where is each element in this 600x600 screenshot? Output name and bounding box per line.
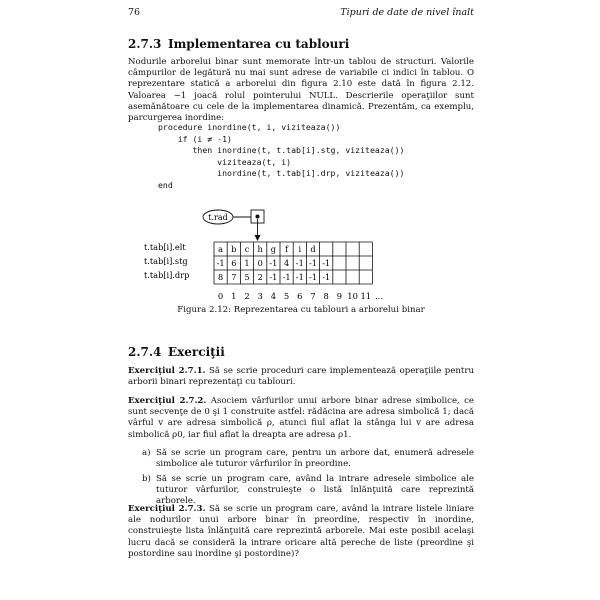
cell-drp: -1 xyxy=(269,272,278,282)
array-grid xyxy=(214,242,372,284)
cell-elt: h xyxy=(257,244,263,254)
cell-drp: 5 xyxy=(244,272,250,282)
exercise-2-7-2 xyxy=(128,396,474,441)
exercise-label: Exerciţiul 2.7.3. xyxy=(128,504,206,514)
root-pointer-label: t.rad xyxy=(208,213,228,222)
item-label: b) xyxy=(142,474,151,484)
exercise-text: Să se scrie proceduri care implementează operaţiile pentru arborii binari reprezentaţi cu tablouri. xyxy=(128,366,474,388)
pointer-arrowhead xyxy=(255,235,261,241)
index-label: 11 xyxy=(360,291,372,301)
item-label: a) xyxy=(142,448,151,458)
cell-elt: d xyxy=(310,244,316,254)
row-label-elt: t.tab[i].elt xyxy=(144,242,186,252)
code-line: end xyxy=(158,179,173,190)
cell-drp: -1 xyxy=(322,272,331,282)
index-label: 7 xyxy=(310,291,316,301)
index-label: 2 xyxy=(244,291,250,301)
index-label: 5 xyxy=(283,291,290,301)
cell-drp: -1 xyxy=(309,272,317,282)
cell-stg: -1 xyxy=(216,258,225,268)
cell-elt: f xyxy=(285,244,289,254)
cell-elt: i xyxy=(298,244,302,254)
page-number: 76 xyxy=(128,7,141,18)
section-title: Implementarea cu tablouri xyxy=(168,37,350,51)
index-label: 8 xyxy=(323,291,329,301)
cell-stg: 6 xyxy=(231,258,237,268)
array-cells xyxy=(217,244,331,282)
exercise-item-a xyxy=(142,448,474,470)
cell-stg: 1 xyxy=(244,258,250,268)
section-title: Exerciţii xyxy=(168,345,225,359)
code-line: viziteaza(t, i) xyxy=(158,156,292,167)
item-text: Să se scrie un program care, pentru un arbore dat, enumeră adresele simbolice ale tuturor vârfurilor în preordine. xyxy=(156,448,474,470)
exercise-label: Exerciţiul 2.7.2. xyxy=(128,396,207,406)
exercise-text: Să se scrie un program care, având la intrare listele liniare ale nodurilor unui arbore binar în preordine, respectiv în inordine, construieşte lista înlănţuită care reprezintă arborele. Mai este posibil acelaşi lucru dacă se consideră la intrare oricare altă pereche de liste (preordine şi postordine sau inordine şi postordine)? xyxy=(128,504,475,559)
index-label: 3 xyxy=(257,291,263,301)
item-text: Să se scrie un program care, având la intrare adresele simbolice ale tuturor vârfurilor, construieşte o listă înlănţuită care reprezintă arborele. xyxy=(156,474,474,507)
cell-stg: -1 xyxy=(295,258,304,268)
index-label: 0 xyxy=(217,291,224,301)
running-title: Tipuri de date de nivel înalt xyxy=(340,7,474,18)
code-line: procedure inordine(t, i, viziteaza()) xyxy=(158,122,341,132)
index-label: 4 xyxy=(270,291,277,301)
cell-drp: -1 xyxy=(282,272,291,282)
index-label: 1 xyxy=(231,291,237,301)
array-indices xyxy=(218,291,383,301)
cell-stg: 0 xyxy=(257,258,263,268)
section-number: 2.7.4 xyxy=(128,345,162,359)
index-label: 9 xyxy=(336,291,343,301)
code-line: if (i ≠ -1) xyxy=(158,133,232,144)
paragraph-text: Nodurile arborelui binar sunt memorate într-un tablou de structuri. Valorile câmpurilor de legătură nu mai sunt adrese de variabile ci indici în tablou. O reprezentare statică a arborelui din figura 2.10 este dată în figura 2.12. Valoarea −1 joacă rolul pointerului NULL. Descrierile operaţiilor sunt asemănătoare cu cele de la implementarea dinamică. Prezentăm, ca exemplu, parcurgerea inordine: xyxy=(128,57,474,124)
cell-stg: -1 xyxy=(269,258,278,268)
cell-stg: -1 xyxy=(309,258,317,268)
row-label-stg: t.tab[i].stg xyxy=(144,256,188,266)
cell-drp: 2 xyxy=(257,272,263,282)
section-number: 2.7.3 xyxy=(128,37,162,51)
exercise-2-7-3 xyxy=(128,504,474,560)
cell-stg: 4 xyxy=(283,258,290,268)
cell-elt: b xyxy=(231,244,237,254)
pointer-dot xyxy=(256,215,260,219)
exercise-text: Asociem vârfurilor unui arbore binar adrese simbolice, ce sunt secvenţe de 0 şi 1 construite astfel: rădăcina are adresa simbolică 1; dacă vârful v are adresa simbolică ρ, atunci fiul aflat la stânga lui v are adresa simbolică ρ0, iar fiul aflat la dreapta are adresa ρ1. xyxy=(128,396,474,440)
index-label: 6 xyxy=(297,291,303,301)
cell-elt: a xyxy=(218,244,224,254)
cell-elt: c xyxy=(244,244,250,254)
code-line: then inordine(t, t.tab[i].stg, viziteaza()) xyxy=(158,145,405,156)
exercise-2-7-1 xyxy=(128,366,474,388)
cell-drp: 7 xyxy=(231,272,237,282)
cell-elt: g xyxy=(270,244,277,254)
cell-drp: -1 xyxy=(295,272,304,282)
cell-stg: -1 xyxy=(322,258,331,268)
section-heading-2-7-4 xyxy=(128,345,225,359)
figure-caption: Figura 2.12: Reprezentarea cu tablouri a arborelui binar xyxy=(177,305,425,315)
exercise-item-b xyxy=(142,474,474,508)
index-label: ... xyxy=(375,291,383,301)
row-label-drp: t.tab[i].drp xyxy=(144,270,190,280)
code-line: inordine(t, t.tab[i].drp, viziteaza()) xyxy=(158,168,405,179)
exercise-label: Exerciţiul 2.7.1. xyxy=(128,366,206,376)
index-label: 10 xyxy=(347,291,358,301)
cell-drp: 8 xyxy=(217,272,224,282)
